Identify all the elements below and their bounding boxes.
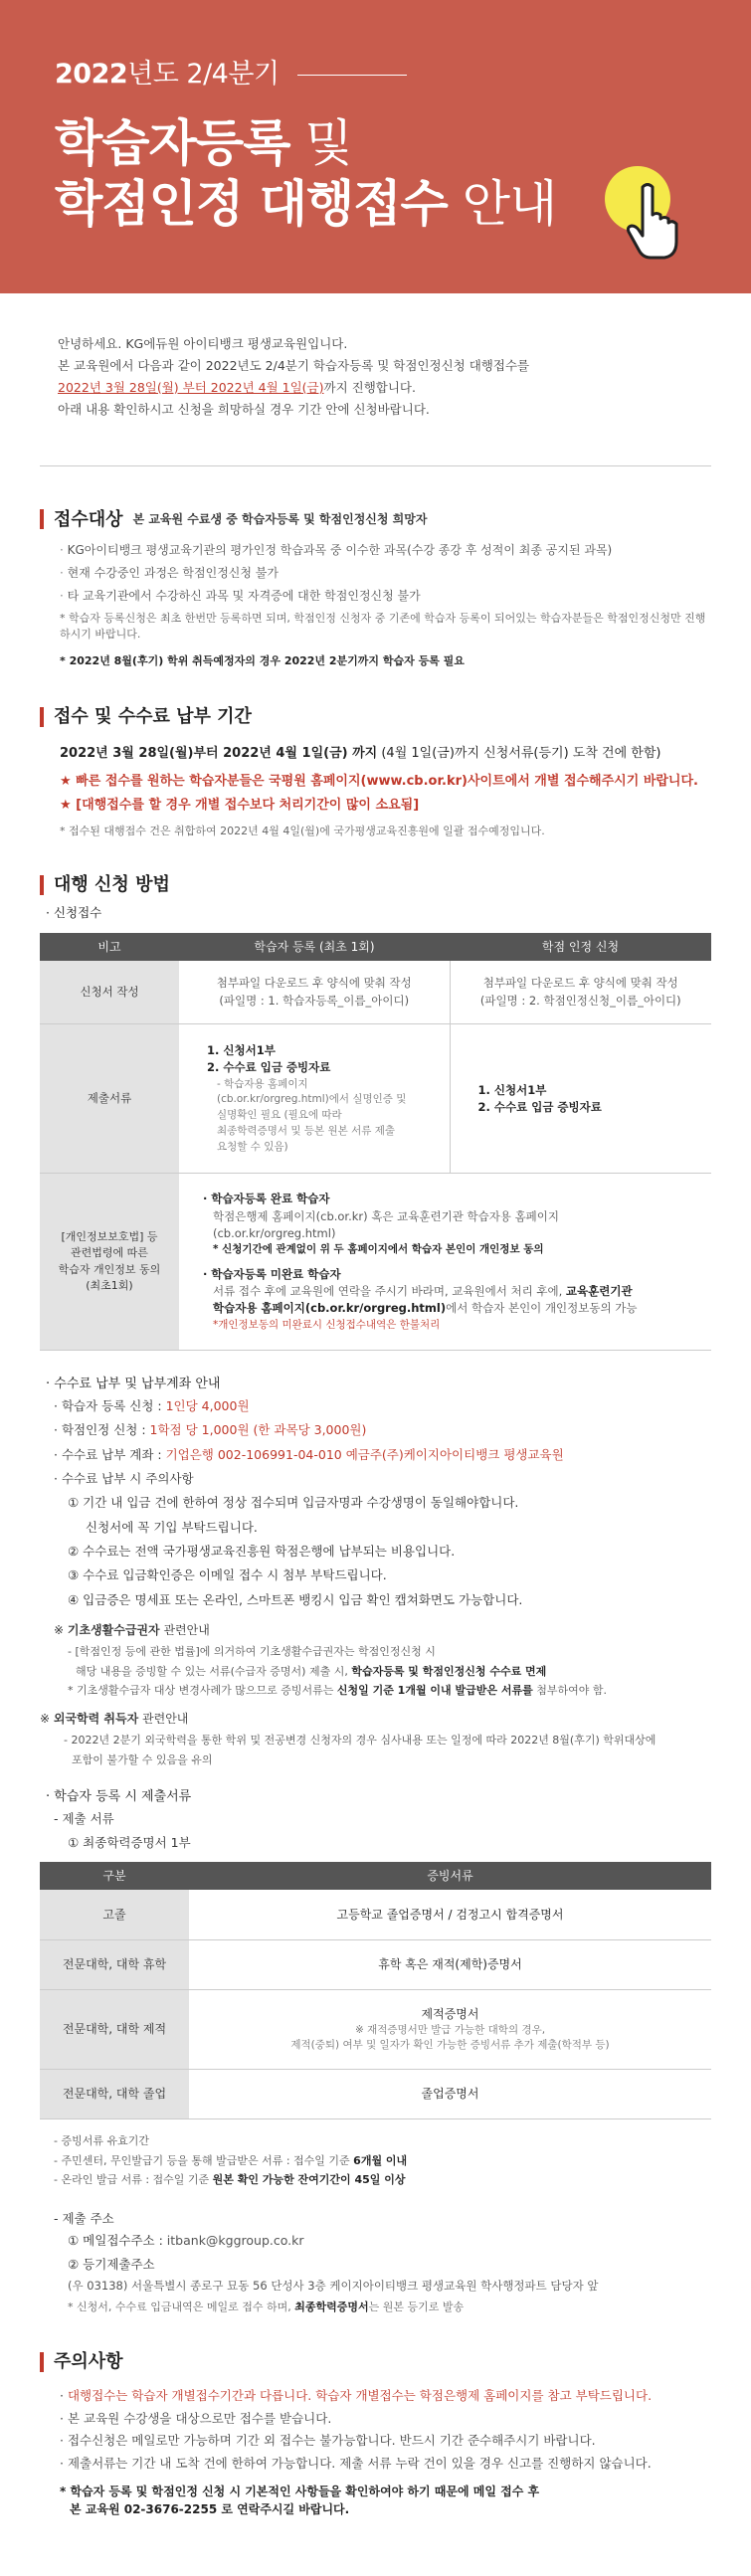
foreign-head-bold: 외국학력 취득자 (53, 1712, 139, 1727)
header-banner (0, 0, 751, 293)
target-subtitle: 본 교육원 수료생 중 학습자등록 및 학점인정신청 희망자 (132, 512, 428, 526)
consent-title: · 학습자등록 미완료 학습자 (203, 1266, 341, 1281)
foreign-info (40, 1709, 711, 1769)
doc-item: 2. 수수료 입금 증빙자료 (207, 1060, 331, 1075)
header-year: 2022 (55, 59, 128, 90)
list-item: · 접수신청은 메일로만 가능하며 기간 외 접수는 불가능합니다. 반드시 기간 준수해주시기 바랍니다. (60, 2430, 711, 2453)
target-list (60, 541, 711, 605)
basic-text: 해당 내용을 증빙할 수 있는 서류(수급자 증명서) 제출 시, (76, 1664, 352, 1678)
title-bar (40, 707, 44, 727)
caution-list (60, 2385, 711, 2475)
divider (40, 465, 711, 466)
table-header: 증빙서류 (189, 1862, 711, 1890)
table-cell (450, 1024, 711, 1174)
validity-line (54, 2170, 711, 2190)
intro-period: 2022년 3월 28일(월) 부터 2022년 4월 1일(금) (58, 379, 324, 395)
table-row (40, 1989, 711, 2069)
table-header: 비고 (40, 933, 179, 961)
basic-line (68, 1681, 711, 1701)
email-line (68, 2229, 711, 2253)
row-label: 제출서류 (40, 1024, 179, 1174)
consent-body (213, 1283, 699, 1318)
fee-label: · 학습자 등록 신청 : (54, 1397, 166, 1413)
title-bar (40, 2352, 44, 2372)
list-item: · 본 교육원 수강생을 대상으로만 접수를 받습니다. (60, 2408, 711, 2431)
consent-text: 에서 학습자 본인이 개인정보동의 가능 (446, 1301, 638, 1316)
caution-title (40, 2348, 711, 2375)
target-section (0, 506, 751, 670)
table-row (40, 1939, 711, 1989)
fee-label: · 수수료 납부 계좌 : (54, 1446, 166, 1462)
consent-warning: *개인정보동의 미완료시 신청접수내역은 한불처리 (213, 1318, 441, 1331)
method-sub: · 신청접수 (46, 905, 102, 920)
intro-line3 (58, 377, 693, 399)
basic-line (76, 1662, 711, 1682)
intro-text (0, 293, 751, 421)
validity-info (54, 2131, 711, 2190)
fee-caution: 신청서에 꼭 기입 부탁드립니다. (86, 1519, 258, 1535)
doc-item: 1. 신청서1부 (207, 1043, 276, 1058)
fee-caution: ② 수수료는 전액 국가평생교육진흥원 학점은행에 납부되는 비용입니다. (68, 1544, 456, 1559)
row-label: 전문대학, 대학 제적 (40, 1989, 189, 2069)
intro-line1: 안녕하세요. KG에듀원 아이티뱅크 평생교육원입니다. (58, 336, 348, 351)
foreign-head-rest: 관련안내 (138, 1712, 189, 1727)
consent-strong: 교육훈련기관 (565, 1284, 633, 1298)
basic-text: * 기초생활수급자 대상 변경사례가 많으므로 증빙서류는 (68, 1684, 337, 1698)
basic-strong: 신청일 기준 1개월 이내 발급받은 서류를 (336, 1684, 533, 1698)
target-title (40, 506, 711, 533)
title-bar (40, 509, 44, 529)
period-main (60, 744, 711, 764)
period-title-text: 접수 및 수수료 납부 기간 (54, 706, 252, 727)
period-section (0, 703, 751, 839)
intro-line3-rest: 까지 진행합니다. (323, 379, 416, 395)
mail-note (68, 2298, 711, 2318)
consent-title: · 학습자등록 완료 학습자 (203, 1192, 330, 1206)
intro-line4: 아래 내용 확인하시고 신청을 희망하실 경우 기간 안에 신청바랍니다. (58, 401, 430, 417)
consent-bold: * 신청기간에 관계없이 위 두 홈페이지에서 학습자 본인이 개인정보 동의 (213, 1243, 544, 1255)
basic-line: - [학점인정 등에 관한 법률]에 의거하여 기초생활수급권자는 학점인정신청 시 (68, 1644, 436, 1658)
fee-value: 기업은행 002-106991-04-010 예금주(주)케이지아이티뱅크 평생교육원 (165, 1446, 564, 1462)
table-header-row (40, 933, 711, 961)
consent-text: 서류 접수 후에 교육원에 연락을 주시기 바라며, 교육원에서 처리 후에, (213, 1284, 566, 1298)
fee-caution: ④ 입금증은 명세표 또는 온라인, 스마트폰 뱅킹시 입금 확인 캡쳐화면도 가능합니다. (68, 1591, 523, 1607)
doc-item: 2. 수수료 입금 증빙자료 (477, 1099, 602, 1114)
table-cell: 휴학 혹은 재적(제학)증명서 (189, 1939, 711, 1989)
row-label: 전문대학, 대학 휴학 (40, 1939, 189, 1989)
basic-head-bold: 기초생활수급권자 (67, 1623, 160, 1638)
doc-note: - 학습자용 홈페이지 (cb.or.kr/orgreg.html)에서 실명인증 및 실명확인 필요 (필요에 따라 최종학력증명서 및 등본 원본 서류 제출 요청할 수 있음) (217, 1077, 407, 1153)
title-line2-bold: 학점인정 대행접수 (55, 174, 448, 233)
row-label: 신청서 작성 (40, 961, 179, 1024)
period-title (40, 703, 711, 730)
fee-caution: ③ 수수료 입금확인증은 이메일 접수 시 첨부 부탁드립니다. (68, 1567, 387, 1583)
row-label: 고졸 (40, 1890, 189, 1939)
validity-line: - 증빙서류 유효기간 (54, 2133, 149, 2147)
method-title (40, 871, 711, 898)
table-header: 구분 (40, 1862, 189, 1890)
table-header: 학점 인정 신청 (450, 933, 711, 961)
validity-strong: 원본 확인 가능한 잔여기간이 45일 이상 (212, 2173, 406, 2187)
doc-value: 제적증명서 (421, 2006, 479, 2021)
validity-strong: 6개월 이내 (353, 2153, 408, 2167)
period-red2: ★ [대행접수를 할 경우 개별 접수보다 처리기간이 많이 소요됨] (60, 798, 420, 813)
mail-note-text: * 신청서, 수수료 입금내역은 메일로 접수 하며, (68, 2300, 295, 2314)
table-cell (179, 1024, 450, 1174)
header-rule (297, 75, 407, 76)
fee-value: 1학점 당 1,000원 (한 과목당 3,000원) (149, 1422, 367, 1438)
list-item: · 현재 수강중인 과정은 학점인정신청 불가 (60, 564, 711, 582)
fee-label: · 학점인정 신청 : (54, 1422, 150, 1438)
address-head: - 제출 주소 (54, 2211, 114, 2227)
mail-note-strong: 최종학력증명서 (294, 2300, 369, 2314)
target-note: * 학습자 등록신청은 최초 한번만 등록하면 되며, 학점인정 신청자 중 기존에 학습자 등록이 되어있는 학습자분들은 학점인정신청만 진행하시기 바랍니다. (60, 611, 706, 641)
caution-bold2: 본 교육원 02-3676-2255 로 연락주시길 바랍니다. (70, 2502, 350, 2517)
method-section (0, 871, 751, 2318)
period-red1: ★ 빠른 접수를 원하는 학습자분들은 국평원 홈페이지(www.cb.or.kr)사이트에서 개별 접수해주시기 바랍니다. (60, 773, 698, 789)
fee-value: 1인당 4,000원 (165, 1397, 250, 1413)
fee-reg (54, 1394, 711, 1418)
header-year-suffix: 년도 2/4분기 (127, 59, 280, 90)
pointer-hand-icon (625, 181, 680, 261)
header-subtitle (55, 55, 751, 95)
email-label: ① 메일접수주소 : (68, 2232, 167, 2248)
docs-sub: - 제출 서류 (54, 1810, 114, 1826)
target-note-bold: * 2022년 8월(후기) 학위 취득예정자의 경우 2022년 2분기까지 학습자 등록 필요 (60, 653, 465, 667)
period-main-rest: (4월 1일(금)까지 신청서류(등기) 도착 건에 한함) (377, 746, 661, 761)
table-header: 학습자 등록 (최초 1회) (179, 933, 450, 961)
table-row (40, 1890, 711, 1939)
table-header-row (40, 1862, 711, 1890)
consent-strong: 학습자용 홈페이지(cb.or.kr/orgreg.html) (213, 1301, 447, 1316)
caution-red: 대행접수는 학습자 개별접수기간과 다릅니다. 학습자 개별접수는 학점은행제 홈페이지를 참고 부탁드립니다. (67, 2388, 653, 2404)
table-row (40, 1174, 711, 1351)
mail-label: ② 등기제출주소 (68, 2256, 155, 2272)
foreign-line: - 2022년 2분기 외국학력을 통한 학위 및 전공변경 신청자의 경우 심사내용 또는 일정에 따라 2022년 8월(후기) 학위대상에 (64, 1733, 657, 1747)
period-note: * 접수된 대행접수 건은 취합하여 2022년 4월 4일(월)에 국가평생교육진흥원에 일괄 접수예정입니다. (60, 824, 545, 837)
fee-head: · 수수료 납부 및 납부계좌 안내 (46, 1377, 221, 1392)
list-item: · 타 교육기관에서 수강하신 과목 및 자격증에 대한 학점인정신청 불가 (60, 587, 711, 605)
caution-section (0, 2348, 751, 2518)
basic-strong: 학습자등록 및 학점인정신청 수수료 면제 (351, 1664, 547, 1678)
list-item (60, 2385, 711, 2408)
title-bar (40, 875, 44, 895)
address-block (68, 2229, 711, 2318)
docs-head: · 학습자 등록 시 제출서류 (46, 1789, 192, 1805)
basic-text: 첨부하여야 함. (532, 1684, 607, 1698)
row-label: 전문대학, 대학 졸업 (40, 2069, 189, 2118)
table-cell: 고등학교 졸업증명서 / 검정고시 합격증명서 (189, 1890, 711, 1939)
fee-credit (54, 1418, 711, 1442)
table-cell (179, 1174, 711, 1351)
foreign-head: ※ 외국학력 취득자 관련안내 (40, 1712, 189, 1727)
list-item: · KG아이티뱅크 평생교육기관의 평가인정 학습과목 중 이수한 과목(수강 종강 후 성적이 최종 공지된 과목) (60, 541, 711, 559)
validity-line (54, 2151, 711, 2171)
basic-head-rest: 관련안내 (159, 1623, 210, 1638)
fee-account (54, 1443, 711, 1467)
table-cell: 첨부파일 다운로드 후 양식에 맞춰 작성 (파일명 : 1. 학습자등록_이름_아이디) (179, 961, 450, 1024)
foreign-line: 포함이 불가할 수 있음을 유의 (72, 1752, 213, 1766)
mail-address: (우 03138) 서울특별시 종로구 묘동 56 단성사 3층 케이지아이티뱅크 평생교육원 학사행정파트 담당자 앞 (68, 2279, 599, 2294)
title-line1-bold: 학습자등록 (55, 113, 290, 172)
documents-table (40, 1862, 711, 2119)
fee-caution: ① 기간 내 입금 건에 한하여 정상 접수되며 입금자명과 수강생명이 동일해야합니다. (68, 1495, 519, 1511)
table-cell: 졸업증명서 (189, 2069, 711, 2118)
row-label: [개인정보보호법] 등 관련법령에 따른 학습자 개인정보 동의 (최초1회) (40, 1174, 179, 1351)
table-row (40, 1024, 711, 1174)
doc-note: ※ 재적증명서만 발급 가능한 대학의 경우, 제적(중퇴) 여부 및 일자가 확인 가능한 증빙서류 추가 제출(학적부 등) (290, 2023, 610, 2052)
caution-bold1: * 학습자 등록 및 학점인정 신청 시 기본적인 사항들을 확인하여야 하기 때문에 메일 접수 후 (60, 2484, 540, 2499)
basic-living-info (54, 1620, 711, 1701)
period-main-bold: 2022년 3월 28일(월)부터 2022년 4월 1일(금) 까지 (60, 746, 378, 761)
basic-head: ※ 기초생활수급권자 관련안내 (54, 1623, 210, 1638)
consent-body: 학점은행제 홈페이지(cb.or.kr) 혹은 교육훈련기관 학습자용 홈페이지 (cb.or.kr/orgreg.html) (213, 1208, 560, 1240)
application-table (40, 933, 711, 1352)
table-cell: 첨부파일 다운로드 후 양식에 맞춰 작성 (파일명 : 2. 학점인정신청_이름_아이디) (450, 961, 711, 1024)
table-row (40, 2069, 711, 2118)
intro-line2: 본 교육원에서 다음과 같이 2022년도 2/4분기 학습자등록 및 학점인정신청 대행접수를 (58, 357, 530, 373)
list-item: · 제출서류는 기간 내 도착 건에 한하여 가능합니다. 제출 서류 누락 건이 있을 경우 신고를 진행하지 않습니다. (60, 2453, 711, 2476)
title-line1-thin: 및 (289, 113, 352, 172)
table-cell (189, 1989, 711, 2069)
target-title-text: 접수대상 (54, 508, 123, 530)
table-row (40, 961, 711, 1024)
method-title-text: 대행 신청 방법 (54, 874, 170, 895)
title-line2-thin: 안내 (447, 174, 557, 233)
email-link[interactable]: itbank@kggroup.co.kr (166, 2232, 304, 2248)
mail-note-text: 는 원본 등기로 발송 (368, 2300, 465, 2314)
validity-text: - 온라인 발급 서류 : 접수일 기준 (54, 2173, 213, 2187)
doc-item: 1. 신청서1부 (477, 1082, 547, 1097)
fee-list (54, 1394, 711, 1612)
validity-text: - 주민센터, 무인발급기 등을 통해 발급받은 서류 : 접수일 기준 (54, 2153, 354, 2167)
fee-caution-head: · 수수료 납부 시 주의사항 (54, 1470, 194, 1486)
docs-item: ① 최종학력증명서 1부 (68, 1834, 191, 1850)
caution-title-text: 주의사항 (54, 2351, 123, 2373)
